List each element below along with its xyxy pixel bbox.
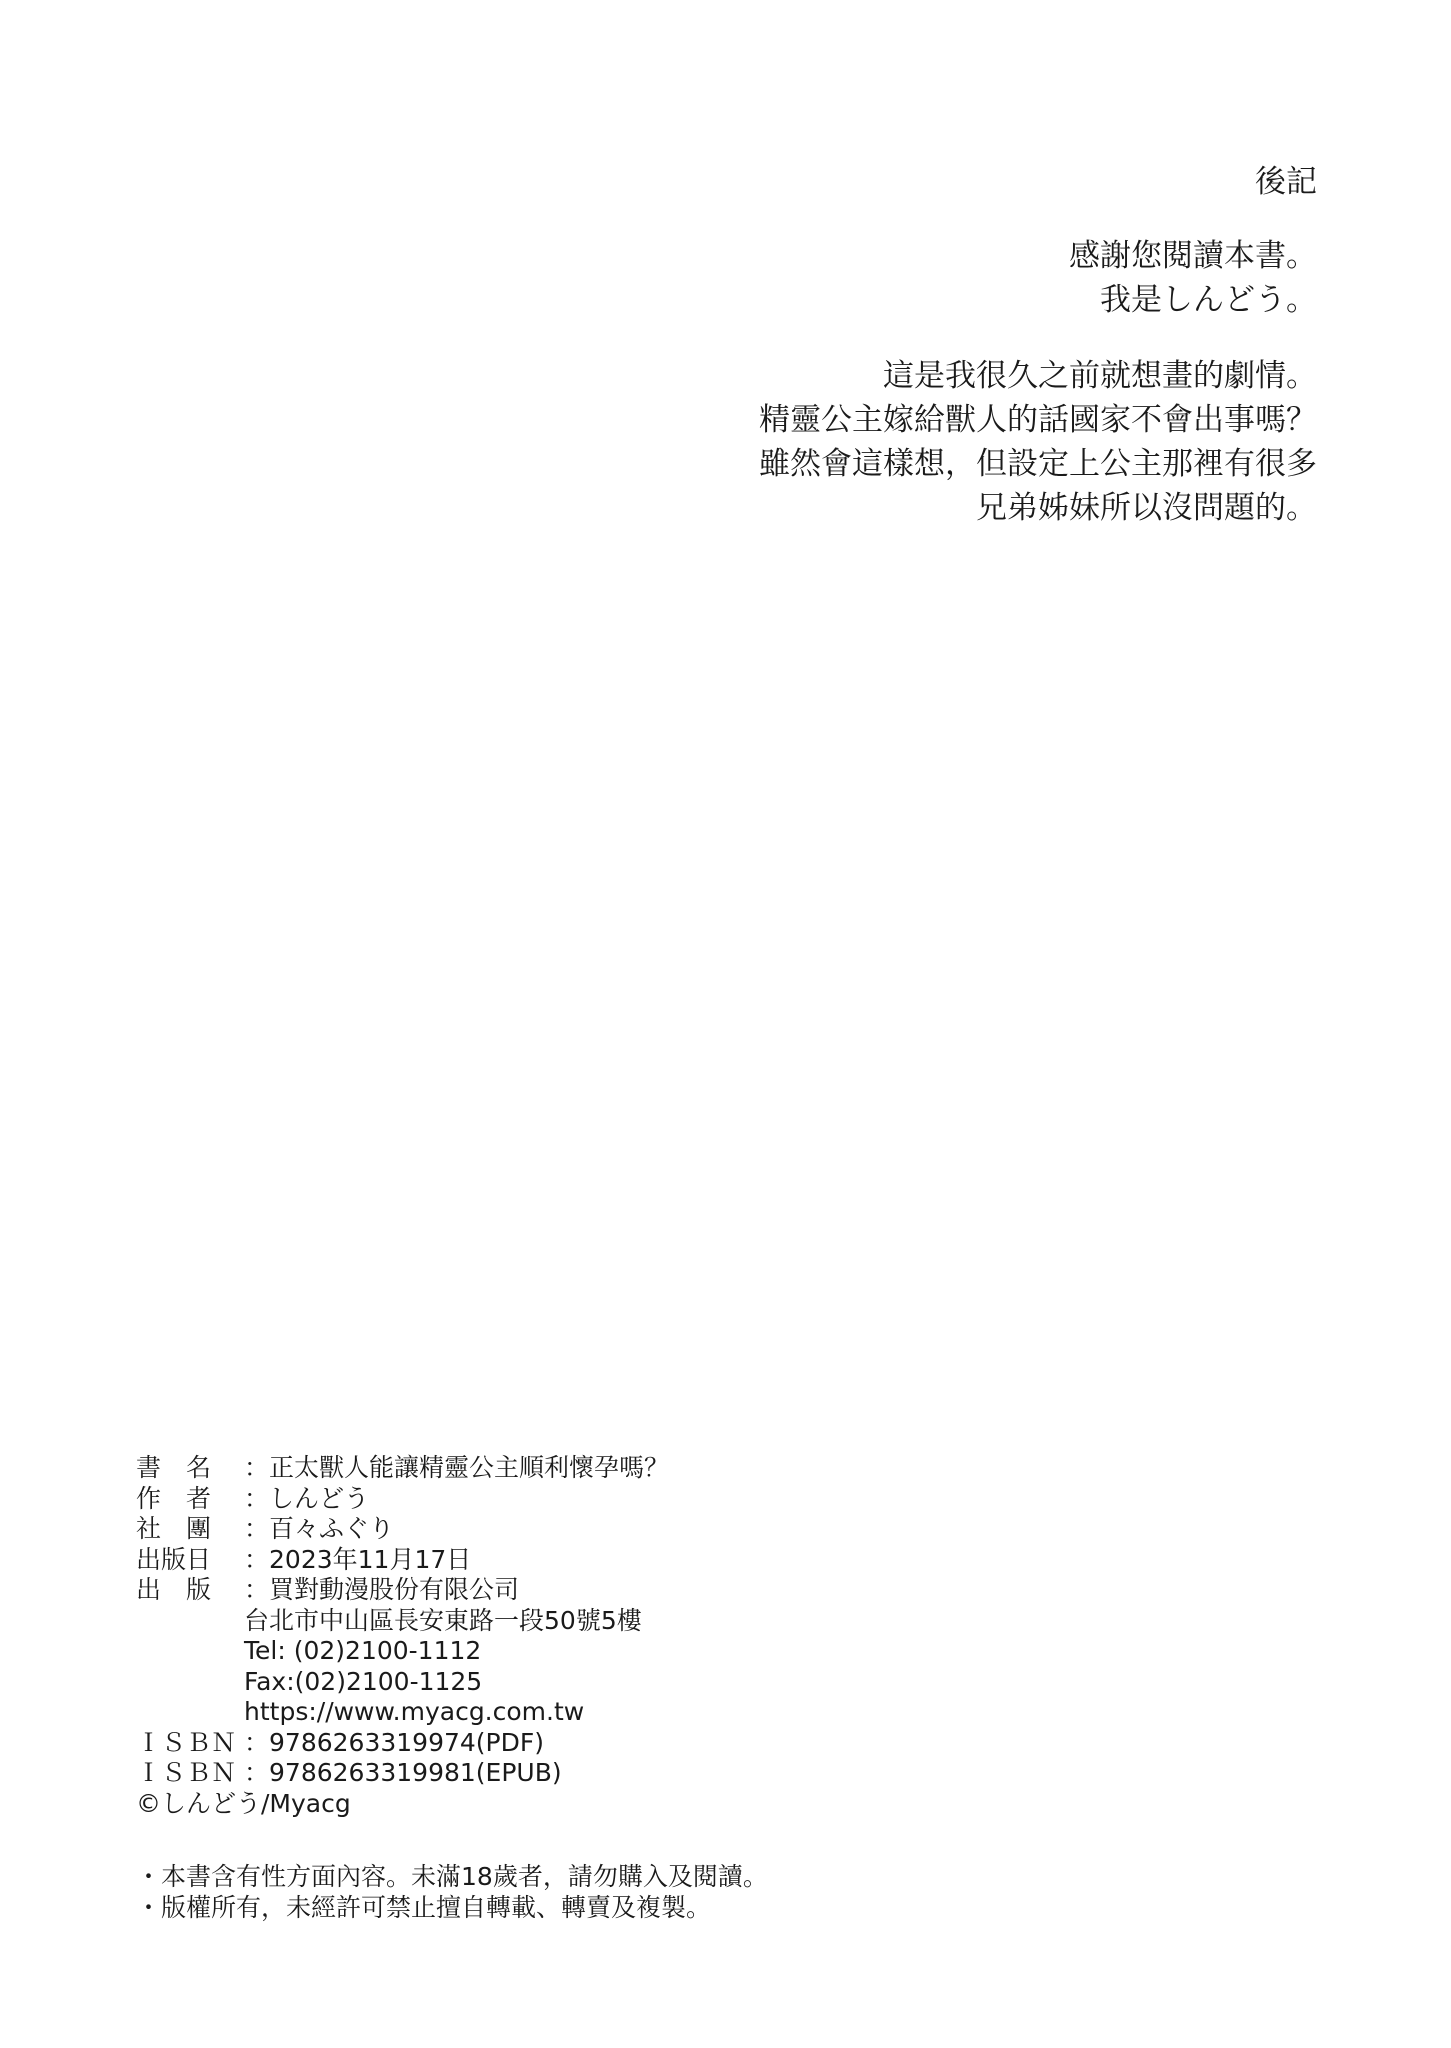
colophon-row-author	[136, 1484, 1036, 1515]
copyright-notice: ©しんどう/Myacg	[136, 1788, 351, 1818]
colophon-label: 出版日	[136, 1544, 212, 1574]
colon: ：	[244, 1575, 270, 1604]
colon: ：	[244, 1514, 270, 1543]
age-warning-note: ・本書含有性方面內容。未滿18歲者，請勿購入及閱讀。	[136, 1862, 768, 1891]
publisher-url: https://www.myacg.com.tw	[244, 1697, 585, 1726]
afterword-line: 我是しんどう。	[1100, 282, 1317, 318]
colophon-row-circle	[136, 1514, 1036, 1545]
colon: ：	[244, 1453, 270, 1482]
colon: ：	[244, 1483, 270, 1513]
colophon	[136, 1453, 1036, 1819]
colophon-row-publisher	[136, 1575, 1036, 1606]
afterword-line: 精靈公主嫁給獸人的話國家不會出事嗎？	[759, 402, 1317, 438]
colophon-row-isbn-epub	[136, 1758, 1036, 1789]
afterword-paragraph-1	[417, 234, 1317, 322]
colophon-row-book-name	[136, 1453, 1036, 1484]
colophon-label: 出 版	[136, 1575, 212, 1604]
isbn-pdf: 9786263319974(PDF)	[269, 1727, 545, 1757]
afterword-line: 兄弟姊妹所以沒問題的。	[976, 490, 1317, 526]
publication-date: 2023年11月17日	[269, 1544, 472, 1574]
publisher-address: 台北市中山區長安東路一段50號5樓	[244, 1605, 642, 1635]
colophon-label: 社 團	[136, 1514, 212, 1543]
afterword-paragraph-2	[417, 354, 1317, 530]
colon: ：	[244, 1758, 270, 1787]
colophon-label: ＩＳＢＮ	[136, 1758, 237, 1787]
afterword-title: 後記	[1255, 164, 1317, 200]
book-name: 正太獸人能讓精靈公主順利懷孕嗎？	[269, 1453, 670, 1482]
afterword-line: 雖然會這樣想，但設定上公主那裡有很多	[759, 446, 1317, 482]
colophon-row-isbn-pdf	[136, 1728, 1036, 1759]
isbn-epub: 9786263319981(EPUB)	[269, 1758, 562, 1787]
colophon-label: 書 名	[136, 1453, 212, 1482]
colophon-row-date	[136, 1545, 1036, 1576]
circle-name: 百々ふぐり	[269, 1514, 395, 1543]
colon: ：	[244, 1544, 270, 1574]
afterword-line: 感謝您閱讀本書。	[1069, 238, 1317, 274]
legal-notes	[136, 1861, 768, 1923]
afterword-line: 這是我很久之前就想畫的劇情。	[883, 358, 1317, 394]
publisher-tel: Tel: (02)2100-1112	[244, 1636, 482, 1665]
colophon-label: 作 者	[136, 1483, 212, 1513]
afterword	[417, 160, 1317, 562]
publisher-name: 買對動漫股份有限公司	[269, 1575, 520, 1604]
copyright-warning-note: ・版權所有，未經許可禁止擅自轉載、轉賣及複製。	[136, 1893, 712, 1922]
publisher-fax: Fax:(02)2100-1125	[244, 1666, 483, 1696]
colophon-label: ＩＳＢＮ	[136, 1727, 237, 1757]
author-name: しんどう	[269, 1483, 370, 1513]
colon: ：	[244, 1727, 270, 1757]
